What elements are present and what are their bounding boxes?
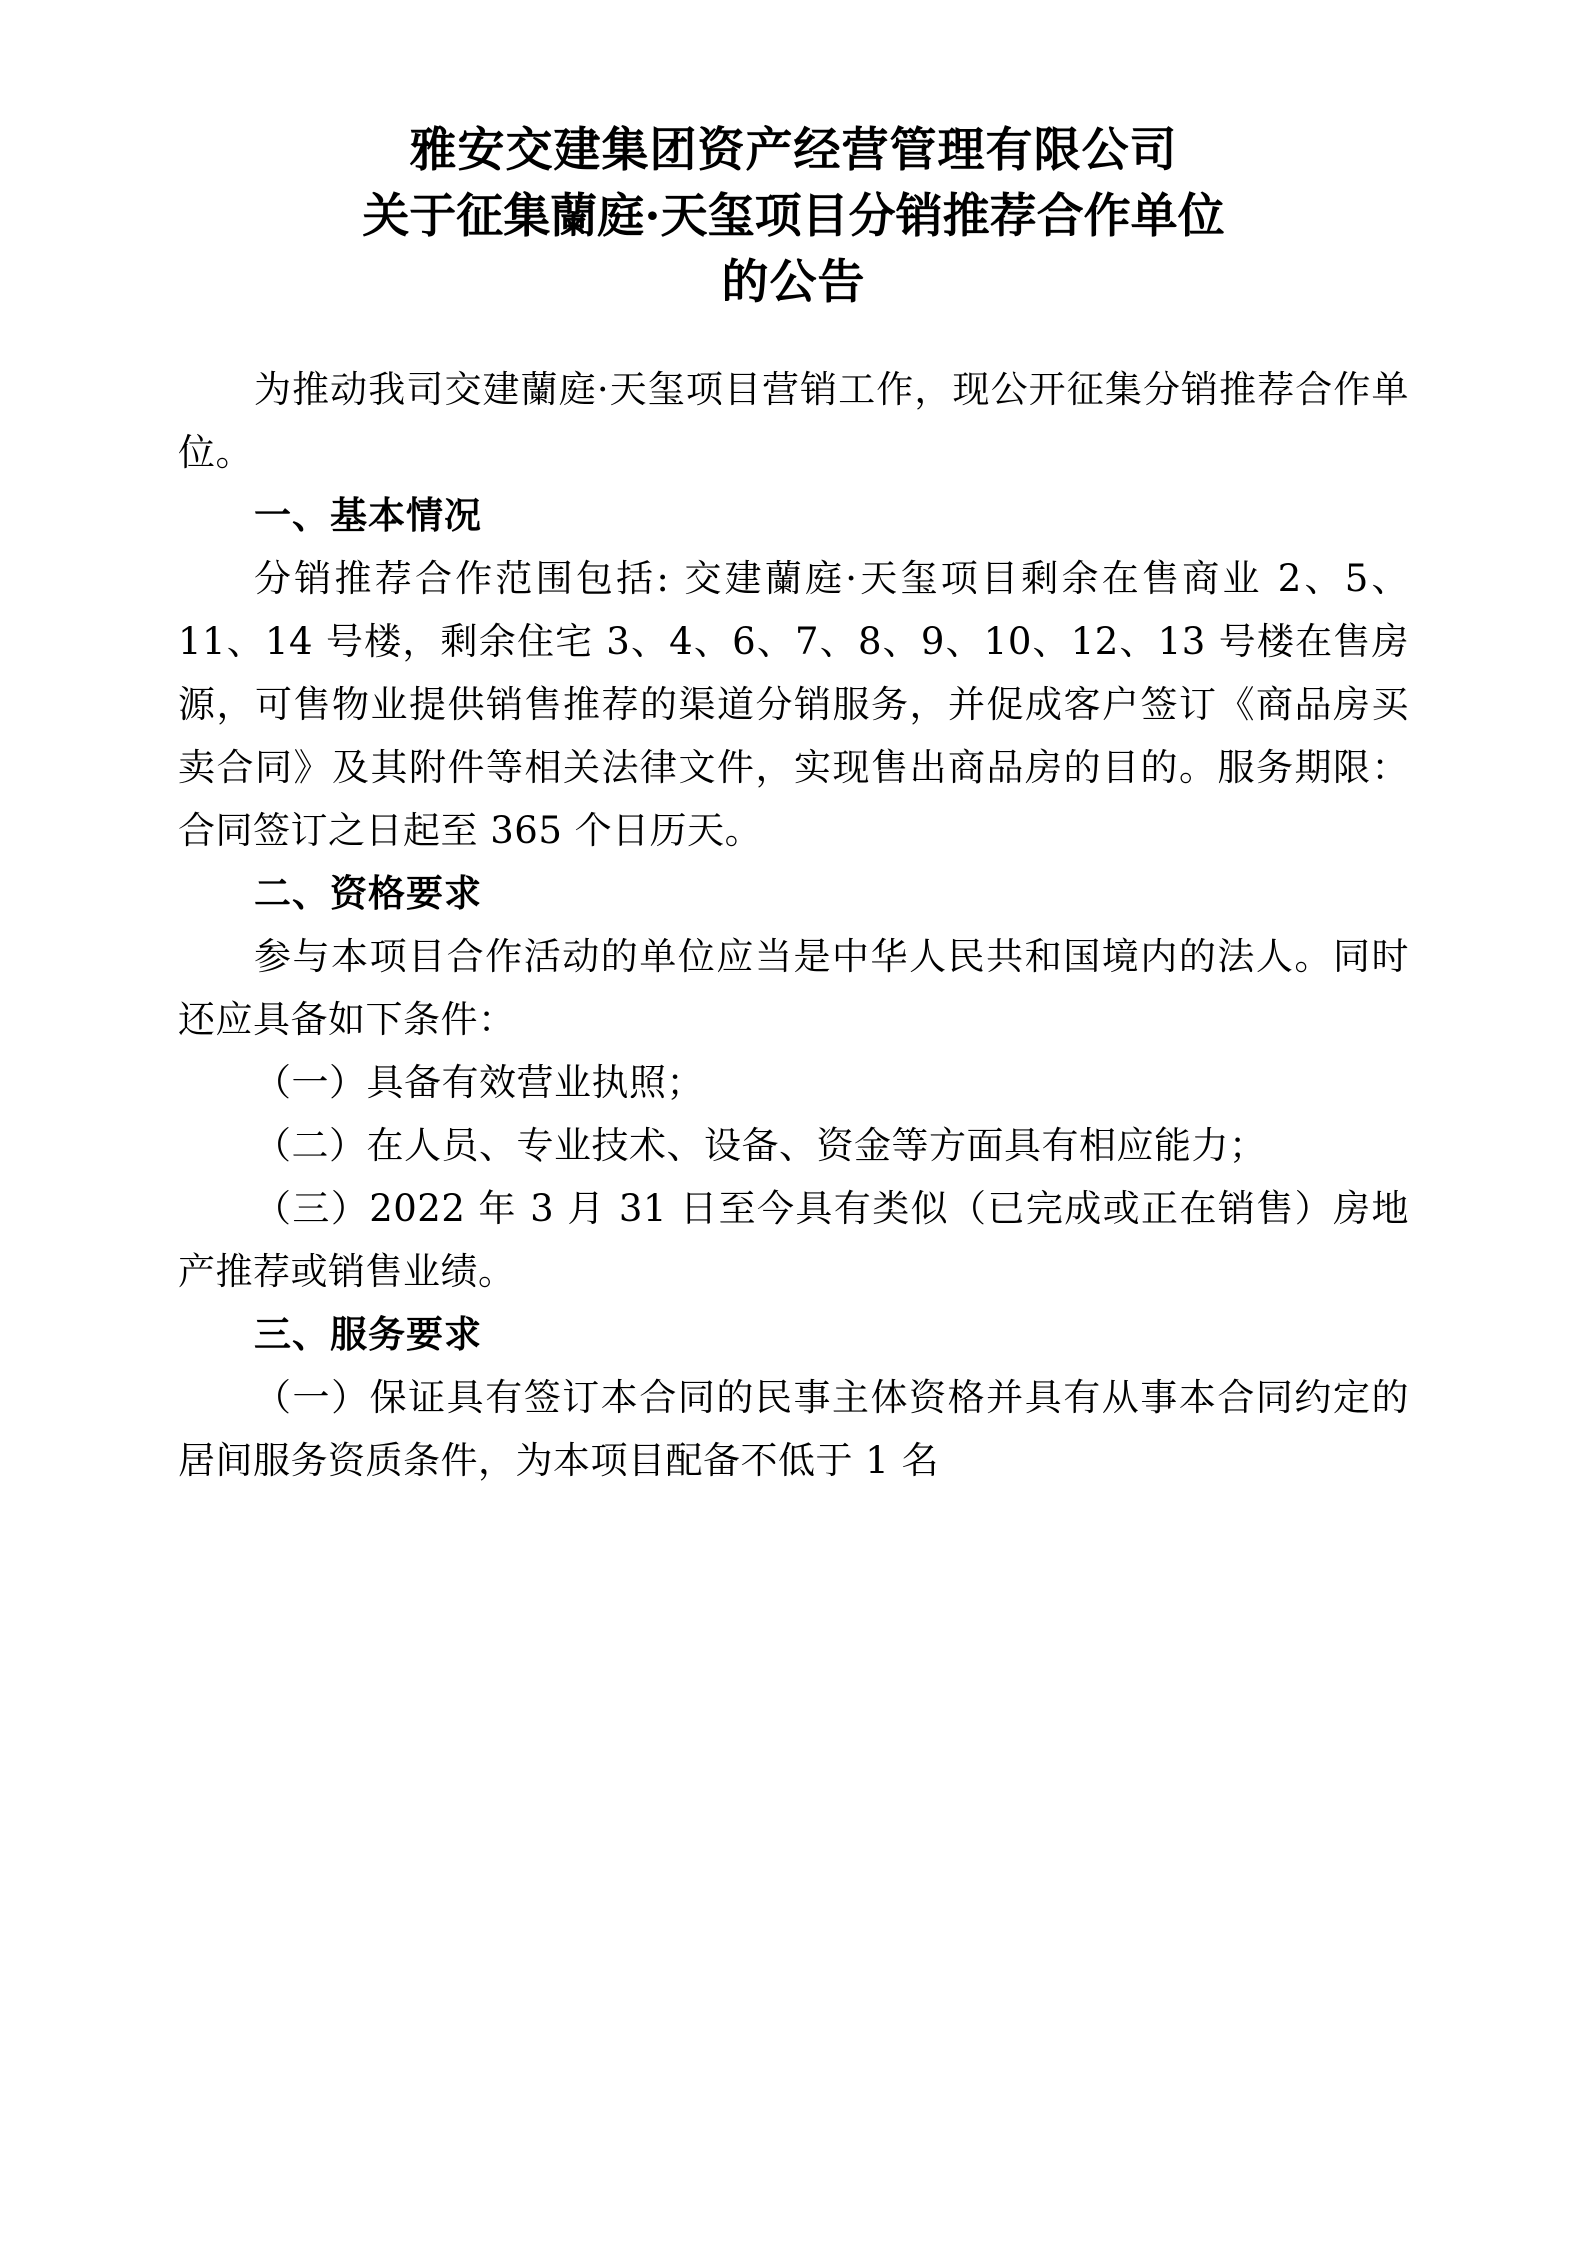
service-item-1: （一）保证具有签订本合同的民事主体资格并具有从事本合同约定的居间服务资质条件，为本项目配备不低于 1 名: [178, 1376, 1409, 1482]
page-title: [178, 118, 1409, 316]
page-title-line-2: 关于征集蘭庭·天玺项目分销推荐合作单位: [362, 189, 1225, 244]
section-heading-service: 三、服务要求: [254, 1313, 482, 1356]
qualification-item-2: （二）在人员、专业技术、设备、资金等方面具有相应能力；: [254, 1124, 1267, 1167]
section-heading-basic-info: 一、基本情况: [254, 494, 482, 537]
qualification-item-3: （三）2022 年 3 月 31 日至今具有类似（已完成或正在销售）房地产推荐或销售业绩。: [178, 1187, 1409, 1293]
basic-info-paragraph: 分销推荐合作范围包括: 交建蘭庭·天玺项目剩余在售商业 2、5、11、14 号楼，剩余住宅 3、4、6、7、8、9、10、12、13 号楼在售房源，可售物业提供销售推荐的渠道分销服务，并促成客户签订《商品房买卖合同》及其附件等相关法律文件，实现售出商品房的目的。服务期限：合同签订之日起至 365 个日历天。: [178, 557, 1409, 852]
intro-paragraph: 为推动我司交建蘭庭·天玺项目营销工作，现公开征集分销推荐合作单位。: [178, 368, 1409, 474]
qualification-item-1: （一）具备有效营业执照；: [254, 1061, 704, 1104]
page-title-line-1: 雅安交建集团资产经营管理有限公司: [409, 123, 1178, 178]
page-title-line-3: 的公告: [721, 255, 866, 310]
qualification-paragraph: 参与本项目合作活动的单位应当是中华人民共和国境内的法人。同时还应具备如下条件：: [178, 935, 1409, 1041]
section-heading-qualification: 二、资格要求: [254, 872, 482, 915]
